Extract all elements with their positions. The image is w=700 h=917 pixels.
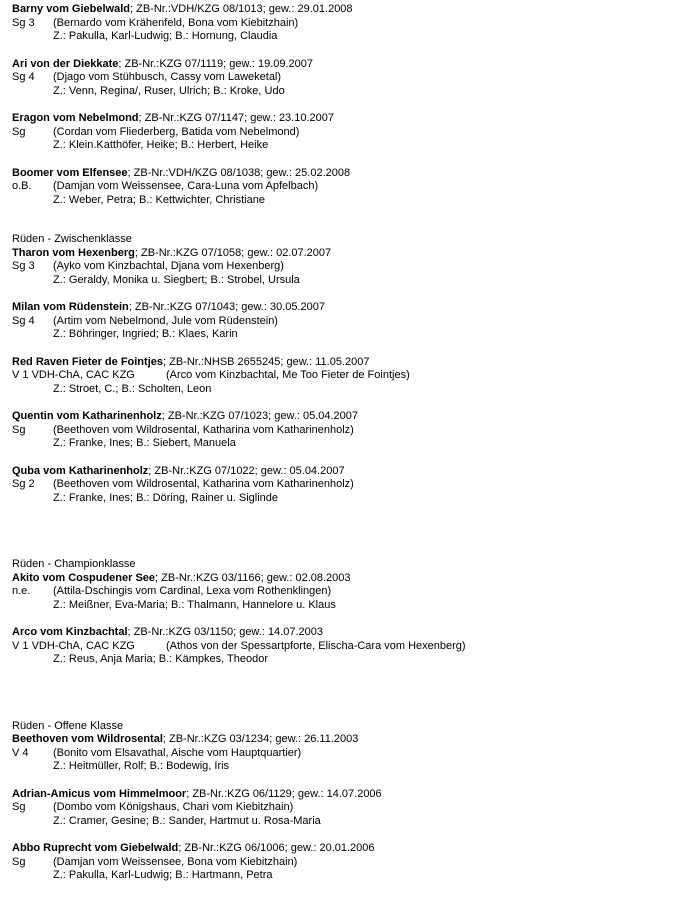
dog-name: Barny vom Giebelwald <box>12 3 130 15</box>
parents: (Damjan vom Weissensee, Bona vom Kiebitzhain) <box>53 855 298 868</box>
entry-title-line <box>12 112 692 126</box>
class-section <box>12 720 692 883</box>
entry-grade-line <box>12 478 692 492</box>
dog-entry <box>12 112 692 153</box>
registry-info: ; ZB-Nr.:KZG 07/1119; gew.: 19.09.2007 <box>118 57 314 70</box>
entry-grade-line <box>12 71 692 85</box>
breeder-owner: Z.: Weber, Petra; B.: Kettwichter, Christiane <box>53 193 265 206</box>
grade: Sg <box>12 855 26 868</box>
entry-grade-line <box>12 180 692 194</box>
dog-entry <box>12 167 692 208</box>
dog-entry <box>12 465 692 506</box>
dog-entry <box>12 3 692 44</box>
parents: (Cordan vom Fliederberg, Batida vom Nebelmond) <box>53 125 300 138</box>
breeder-owner: Z.: Franke, Ines; B.: Döring, Rainer u. Siglinde <box>53 491 278 504</box>
dog-entry <box>12 410 692 451</box>
entry-title-line <box>12 788 692 802</box>
parents: (Bonito vom Elsavathal, Aische vom Hauptquartier) <box>53 746 302 759</box>
registry-info: ; ZB-Nr.:NHSB 2655245; gew.: 11.05.2007 <box>162 355 370 368</box>
grade: Sg 3 <box>12 260 35 272</box>
parents: (Dombo vom Königshaus, Chari vom Kiebitzhain) <box>53 801 294 813</box>
dog-entry <box>12 626 692 667</box>
grade: V 4 <box>12 746 29 759</box>
grade: Sg 2 <box>12 478 35 490</box>
dog-entry <box>12 842 692 883</box>
breeder-owner: Z.: Reus, Anja Maria; B.: Kämpkes, Theodor <box>53 653 269 665</box>
entry-grade-line <box>12 424 692 438</box>
class-section <box>12 233 692 505</box>
entry-title-line <box>12 842 692 856</box>
dog-name: Milan vom Rüdenstein <box>12 301 129 313</box>
dog-name: Arco vom Kinzbachtal <box>12 626 128 638</box>
entry-title-line <box>12 733 692 747</box>
class-heading: Rüden - Zwischenklasse <box>12 233 132 245</box>
parents: (Ayko vom Kinzbachtal, Djana vom Hexenberg) <box>53 260 284 272</box>
class-section <box>12 3 692 207</box>
registry-info: ; ZB-Nr.:KZG 07/1147; gew.: 23.10.2007 <box>138 112 334 124</box>
parents: (Artim vom Nebelmond, Jule vom Rüdenstein) <box>53 314 278 327</box>
dog-name: Akito vom Cospudener See <box>12 571 156 584</box>
breeder-owner: Z.: Meißner, Eva-Maria; B.: Thalmann, Hannelore u. Klaus <box>53 598 336 611</box>
class-heading: Rüden - Championklasse <box>12 558 136 570</box>
entry-grade-line <box>12 801 692 815</box>
dog-name: Boomer vom Elfensee <box>12 166 128 179</box>
dog-name: Ari von der Diekkate <box>12 57 119 70</box>
entry-grade-line <box>12 315 692 329</box>
grade: o.B. <box>12 180 32 192</box>
class-section <box>12 558 692 667</box>
dog-entry <box>12 301 692 342</box>
registry-info: ; ZB-Nr.:KZG 07/1022; gew.: 05.04.2007 <box>148 464 345 477</box>
grade: n.e. <box>12 585 31 597</box>
dog-name: Abbo Ruprecht vom Giebelwald <box>12 842 179 854</box>
registry-info: ; ZB-Nr.:KZG 07/1043; gew.: 30.05.2007 <box>128 301 326 313</box>
registry-info: ; ZB-Nr.:KZG 03/1234; gew.: 26.11.2003 <box>162 733 359 745</box>
grade: Sg 4 <box>12 71 35 83</box>
dog-entry <box>12 58 692 99</box>
entry-title-line <box>12 410 692 424</box>
parents: (Djago vom Stühbusch, Cassy vom Laweketal) <box>53 71 282 83</box>
dog-name: Beethoven vom Wildrosental <box>12 733 163 745</box>
breeder-owner: Z.: Klein.Katthöfer, Heike; B.: Herbert, Heike <box>53 139 269 151</box>
breeder-owner: Z.: Stroet, C.; B.: Scholten, Leon <box>53 382 212 395</box>
grade: Sg 3 <box>12 16 35 29</box>
entry-grade-line <box>12 856 692 870</box>
entry-grade-line <box>12 369 692 383</box>
entry-title-line <box>12 465 692 479</box>
dog-entry <box>12 572 692 613</box>
grade: Sg <box>12 125 26 138</box>
breeder-owner: Z.: Heitmüller, Rolf; B.: Bodewig, Iris <box>53 760 230 772</box>
registry-info: ; ZB-Nr.:KZG 06/1129; gew.: 14.07.2006 <box>186 787 382 800</box>
parents: (Damjan vom Weissensee, Cara-Luna vom Apfelbach) <box>53 180 319 192</box>
parents: (Beethoven vom Wildrosental, Katharina vom Katharinenholz) <box>53 478 354 490</box>
registry-info: ; ZB-Nr.:KZG 03/1150; gew.: 14.07.2003 <box>127 626 323 638</box>
entry-grade-line <box>12 640 692 654</box>
breeder-owner: Z.: Pakulla, Karl-Ludwig; B.: Hartmann, Petra <box>53 869 273 881</box>
parents: (Arco vom Kinzbachtal, Me Too Fieter de Fointjes) <box>166 369 410 381</box>
registry-info: ; ZB-Nr.:VDH/KZG 08/1013; gew.: 29.01.2008 <box>129 3 353 15</box>
registry-info: ; ZB-Nr.:KZG 06/1006; gew.: 20.01.2006 <box>178 842 375 854</box>
entry-title-line <box>12 167 692 181</box>
entry-title-line <box>12 247 692 261</box>
dog-entry <box>12 247 692 288</box>
dog-name: Eragon vom Nebelmond <box>12 112 139 124</box>
dog-entry <box>12 733 692 774</box>
dog-name: Quba vom Katharinenholz <box>12 464 149 477</box>
parents: (Athos von der Spessartpforte, Elischa-Cara vom Hexenberg) <box>166 639 466 652</box>
entry-grade-line <box>12 260 692 274</box>
entry-title-line <box>12 301 692 315</box>
parents: (Beethoven vom Wildrosental, Katharina vom Katharinenholz) <box>53 423 354 436</box>
entry-title-line <box>12 572 692 586</box>
breeder-owner: Z.: Pakulla, Karl-Ludwig; B.: Hornung, Claudia <box>53 30 278 42</box>
dog-name: Quentin vom Katharinenholz <box>12 410 162 422</box>
dog-name: Tharon vom Hexenberg <box>12 246 135 259</box>
registry-info: ; ZB-Nr.:KZG 03/1166; gew.: 02.08.2003 <box>155 571 351 584</box>
breeder-owner: Z.: Böhringer, Ingried; B.: Klaes, Karin <box>53 328 238 340</box>
entry-grade-line <box>12 747 692 761</box>
dog-name: Red Raven Fieter de Fointjes <box>12 355 163 368</box>
dog-entry <box>12 788 692 829</box>
registry-info: ; ZB-Nr.:KZG 07/1023; gew.: 05.04.2007 <box>161 410 359 422</box>
grade: V 1 VDH-ChA, CAC KZG <box>12 639 135 652</box>
entry-title-line <box>12 626 692 640</box>
grade: Sg <box>12 801 26 813</box>
entry-grade-line <box>12 585 692 599</box>
dog-name: Adrian-Amicus vom Himmelmoor <box>12 787 187 800</box>
results-document <box>12 3 692 897</box>
breeder-owner: Z.: Venn, Regina/, Ruser, Ulrich; B.: Kroke, Udo <box>53 84 285 97</box>
grade: Sg <box>12 423 26 436</box>
grade: V 1 VDH-ChA, CAC KZG <box>12 369 135 381</box>
dog-entry <box>12 356 692 397</box>
breeder-owner: Z.: Franke, Ines; B.: Siebert, Manuela <box>53 437 236 449</box>
breeder-owner: Z.: Cramer, Gesine; B.: Sander, Hartmut u. Rosa-Maria <box>53 814 321 827</box>
entry-title-line <box>12 3 692 17</box>
registry-info: ; ZB-Nr.:KZG 07/1058; gew.: 02.07.2007 <box>134 246 332 259</box>
parents: (Bernardo vom Krähenfeld, Bona vom Kiebitzhain) <box>53 16 299 29</box>
grade: Sg 4 <box>12 314 35 327</box>
breeder-owner: Z.: Geraldy, Monika u. Siegbert; B.: Strobel, Ursula <box>53 273 300 286</box>
entry-grade-line <box>12 17 692 31</box>
class-heading: Rüden - Offene Klasse <box>12 719 124 732</box>
entry-title-line <box>12 58 692 72</box>
parents: (Attila-Dschingis vom Cardinal, Lexa vom Rothenklingen) <box>53 585 332 597</box>
entry-grade-line <box>12 126 692 140</box>
entry-title-line <box>12 356 692 370</box>
registry-info: ; ZB-Nr.:VDH/KZG 08/1038; gew.: 25.02.2008 <box>127 166 351 179</box>
